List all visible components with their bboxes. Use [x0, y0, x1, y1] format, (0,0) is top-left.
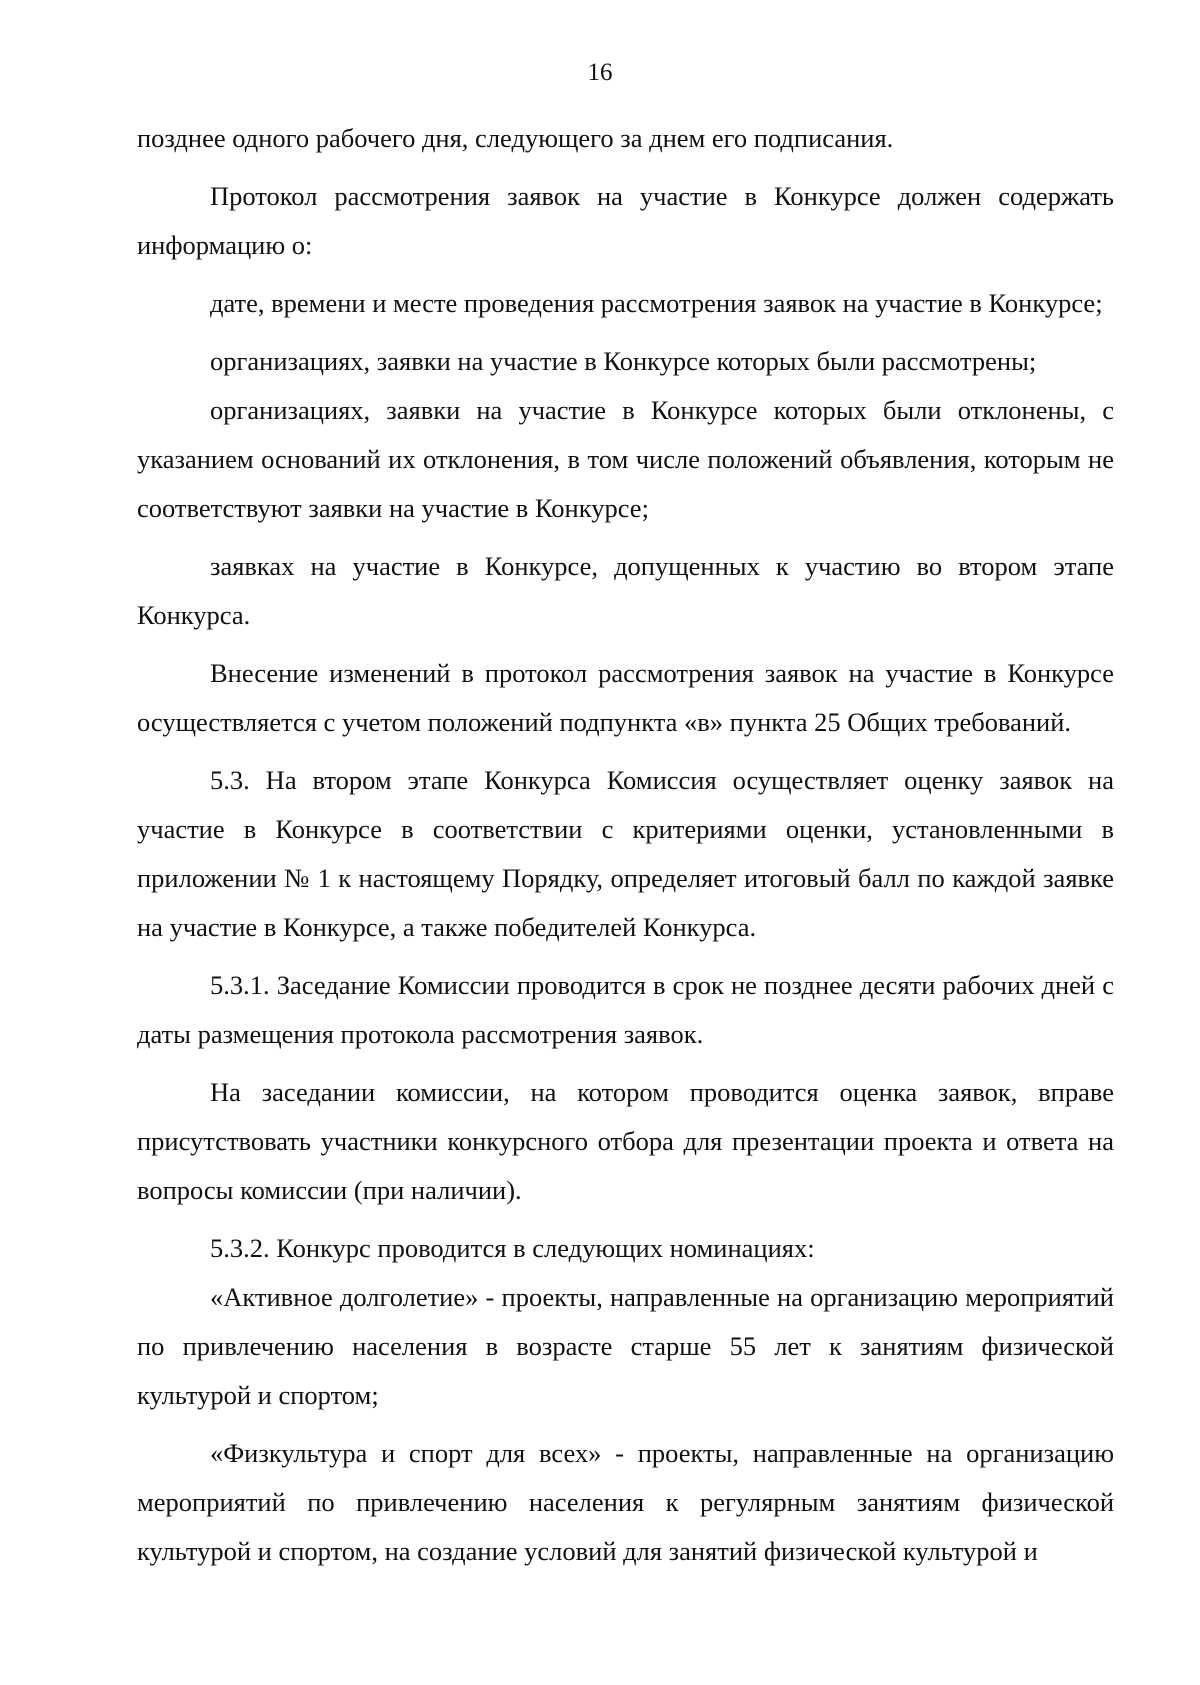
- paragraph-5-3-2: 5.3.2. Конкурс проводится в следующих номинациях:: [210, 1233, 815, 1263]
- paragraph-commission-meeting: На заседании комиссии, на котором проводится оценка заявок, вправе присутствовать участники конкурсного отбора для презентации проекта и ответа на вопросы комиссии (при наличии).: [137, 1077, 1114, 1205]
- page-number: 16: [587, 59, 613, 86]
- paragraph-protocol-contents: Протокол рассмотрения заявок на участие в Конкурсе должен содержать информацию о:: [137, 181, 1114, 260]
- list-item-admitted-applications: заявках на участие в Конкурсе, допущенных к участию во втором этапе Конкурса.: [137, 551, 1114, 630]
- paragraph-5-3-1: 5.3.1. Заседание Комиссии проводится в срок не позднее десяти рабочих дней с даты размещения протокола рассмотрения заявок.: [137, 970, 1114, 1049]
- paragraph-5-3: 5.3. На втором этапе Конкурса Комиссия осуществляет оценку заявок на участие в Конкурсе в соответствии с критериями оценки, установленными в приложении № 1 к настоящему Порядку, определяет итоговый балл по каждой заявке на участие в Конкурсе, а также победителей Конкурса.: [137, 765, 1114, 942]
- list-item-rejected-organizations: организациях, заявки на участие в Конкурсе которых были отклонены, с указанием оснований их отклонения, в том числе положений объявления, которым не соответствуют заявки на участие в Конкурсе;: [137, 395, 1114, 523]
- list-item-reviewed-organizations: организациях, заявки на участие в Конкурсе которых были рассмотрены;: [210, 346, 1037, 376]
- paragraph-protocol-changes: Внесение изменений в протокол рассмотрения заявок на участие в Конкурсе осуществляется с учетом положений подпункта «в» пункта 25 Общих требований.: [137, 658, 1114, 737]
- nomination-sport-for-all: «Физкультура и спорт для всех» - проекты, направленные на организацию мероприятий по привлечению населения к регулярным занятиям физической культурой и спортом, на создание условий для занятий физической культурой и: [137, 1438, 1114, 1566]
- nomination-active-longevity: «Активное долголетие» - проекты, направленные на организацию мероприятий по привлечению населения в возрасте старше 55 лет к занятиям физической культурой и спортом;: [137, 1282, 1114, 1410]
- paragraph-continuation: позднее одного рабочего дня, следующего за днем его подписания.: [137, 123, 894, 153]
- list-item-date-time-place: дате, времени и месте проведения рассмотрения заявок на участие в Конкурсе;: [210, 288, 1103, 318]
- document-body: [137, 114, 1114, 1576]
